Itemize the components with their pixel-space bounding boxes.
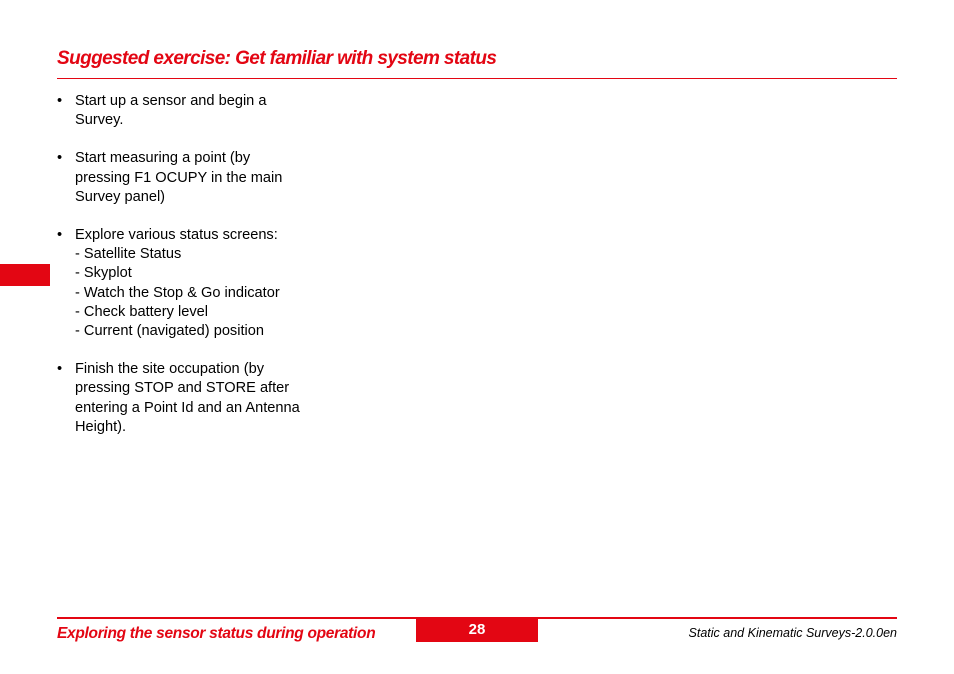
bullet-icon: • (57, 150, 63, 167)
list-item (57, 92, 347, 130)
line: - Watch the Stop & Go indicator (75, 284, 280, 301)
line: Explore various status screens: (75, 227, 278, 244)
line: - Current (navigated) position (75, 323, 264, 340)
list-item (57, 226, 347, 341)
page-number-badge (416, 619, 538, 642)
line: Start measuring a point (by (75, 150, 251, 167)
line: Survey panel) (75, 188, 166, 205)
exercise-steps (57, 92, 347, 456)
line: pressing STOP and STORE after (75, 380, 290, 397)
chapter-tab-marker (0, 264, 50, 286)
footer-document-title: Static and Kinematic Surveys-2.0.0en (688, 626, 897, 640)
bullet-icon: • (57, 227, 63, 244)
line: entering a Point Id and an Antenna (75, 399, 300, 416)
line: - Satellite Status (75, 246, 182, 263)
list-item (57, 360, 347, 437)
bullet-icon: • (57, 361, 63, 378)
line: Height). (75, 418, 127, 435)
page-number: 28 (468, 621, 486, 638)
line: Start up a sensor and begin a (75, 93, 267, 109)
header-rule (57, 78, 897, 79)
line: pressing F1 OCUPY in the main (75, 169, 283, 186)
page-title: Suggested exercise: Get familiar with system status (57, 48, 497, 69)
line: - Skyplot (75, 265, 132, 282)
footer-section-title: Exploring the sensor status during operation (57, 625, 376, 642)
line: - Check battery level (75, 303, 209, 320)
bullet-icon: • (57, 93, 63, 109)
line: Survey. (75, 112, 124, 129)
line: Finish the site occupation (by (75, 361, 265, 378)
list-item (57, 149, 347, 207)
